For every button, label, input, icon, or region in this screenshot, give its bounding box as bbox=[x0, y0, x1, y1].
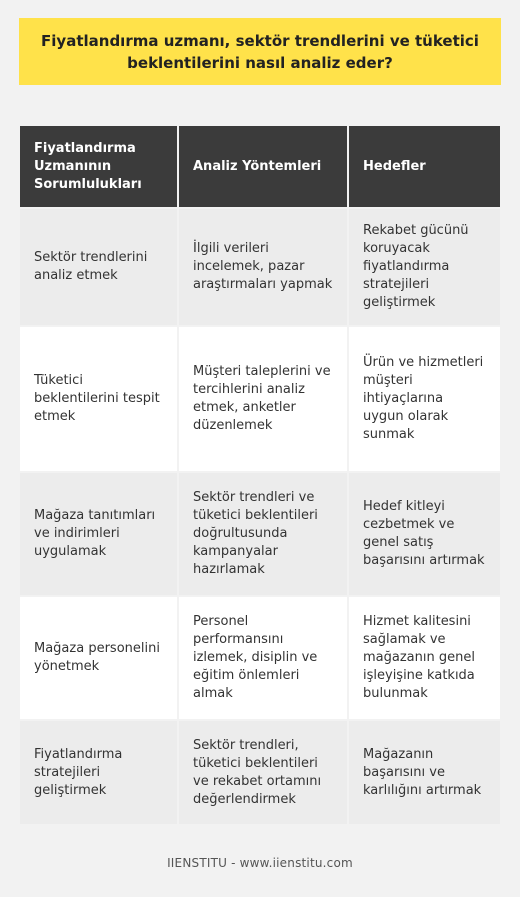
table-cell: Hizmet kalitesini sağlamak ve mağazanın genel işleyişine katkıda bulunmak bbox=[348, 596, 500, 720]
column-header-goals: Hedefler bbox=[348, 126, 500, 208]
table-cell: Müşteri taleplerini ve tercihlerini analiz etmek, anketler düzenlemek bbox=[178, 326, 348, 472]
table-cell: Ürün ve hizmetleri müşteri ihtiyaçlarına uygun olarak sunmak bbox=[348, 326, 500, 472]
page-title bbox=[19, 18, 501, 85]
table-row bbox=[20, 596, 500, 720]
table-cell: Hedef kitleyi cezbetmek ve genel satış başarısını artırmak bbox=[348, 472, 500, 596]
table-row bbox=[20, 720, 500, 824]
table-cell: Personel performansını izlemek, disiplin ve eğitim önlemleri almak bbox=[178, 596, 348, 720]
table-cell: Sektör trendlerini analiz etmek bbox=[20, 208, 178, 326]
table-row bbox=[20, 472, 500, 596]
table-cell: Rekabet gücünü koruyacak fiyatlandırma stratejileri geliştirmek bbox=[348, 208, 500, 326]
page-title-text: Fiyatlandırma uzmanı, sektör trendlerini ve tüketici beklentilerini nasıl analiz eder? bbox=[41, 31, 479, 72]
table-header-row bbox=[20, 126, 500, 208]
column-header-methods: Analiz Yöntemleri bbox=[178, 126, 348, 208]
table-cell: Sektör trendleri ve tüketici beklentileri doğrultusunda kampanyalar hazırlamak bbox=[178, 472, 348, 596]
table-cell: Mağaza tanıtımları ve indirimleri uygulamak bbox=[20, 472, 178, 596]
table-cell: Mağaza personelini yönetmek bbox=[20, 596, 178, 720]
responsibilities-table bbox=[20, 126, 500, 824]
footer-credit: IIENSTITU - www.iienstitu.com bbox=[167, 856, 353, 870]
table-cell: Sektör trendleri, tüketici beklentileri ve rekabet ortamını değerlendirmek bbox=[178, 720, 348, 824]
table-row bbox=[20, 326, 500, 472]
column-header-responsibilities: Fiyatlandırma Uzmanının Sorumlulukları bbox=[20, 126, 178, 208]
table-cell: Mağazanın başarısını ve karlılığını artırmak bbox=[348, 720, 500, 824]
table-cell: İlgili verileri incelemek, pazar araştırmaları yapmak bbox=[178, 208, 348, 326]
table-row bbox=[20, 208, 500, 326]
table-cell: Tüketici beklentilerini tespit etmek bbox=[20, 326, 178, 472]
table-cell: Fiyatlandırma stratejileri geliştirmek bbox=[20, 720, 178, 824]
